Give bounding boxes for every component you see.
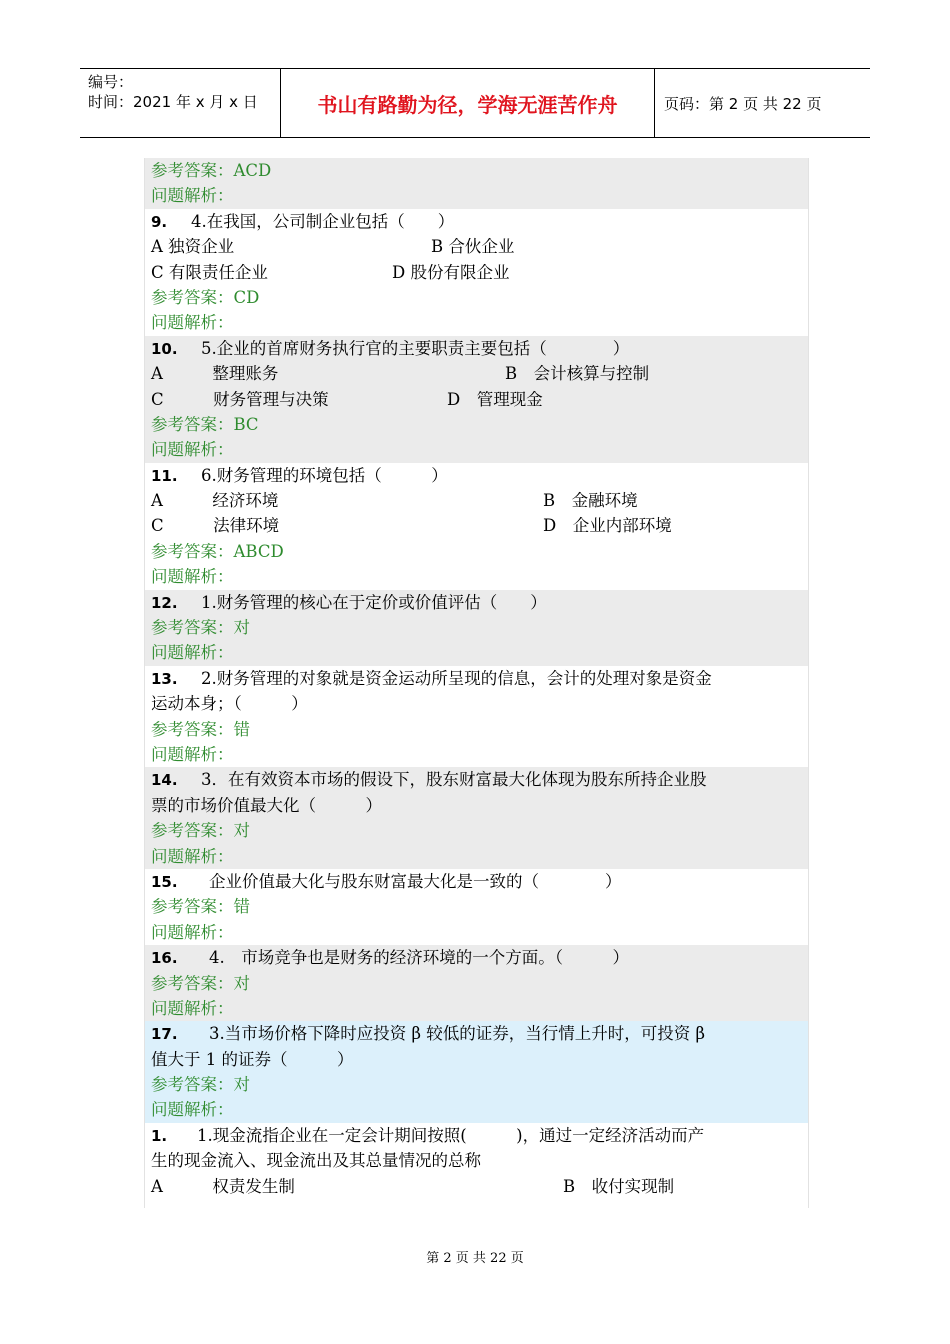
option-d: D 股份有限企业 [392,262,510,282]
time-label: 时间：2021 年 x 月 x 日 [88,93,258,111]
option-d: D 管理现金 [447,389,543,409]
number-label: 编号： [88,73,134,91]
analysis-text: 问题解析： [151,186,234,206]
question-block [145,945,808,1021]
question-text-continued: 票的市场价值最大化（ ） [151,795,382,815]
question-number: 9. [151,212,168,231]
question-number: 10. [151,339,178,358]
question-block [145,463,808,590]
answer-text: 参考答案：BC [151,414,259,434]
analysis-text: 问题解析： [151,643,234,663]
option-b: B 收付实现制 [563,1176,675,1196]
analysis-text: 问题解析： [151,998,234,1018]
question-text: 5.企业的首席财务执行官的主要职责主要包括（ ） [201,338,630,358]
answer-text: 参考答案：ACD [151,161,272,180]
option-c: C 财务管理与决策 [151,389,329,409]
question-text-continued: 运动本身；（ ） [151,694,308,714]
question-number: 11. [151,466,178,485]
analysis-text: 问题解析： [151,567,234,587]
question-text: 4.在我国，公司制企业包括（ ） [191,211,455,231]
analysis-text: 问题解析： [151,440,234,460]
answer-text: 参考答案：对 [151,821,250,841]
question-block [145,590,808,666]
question-number: 14. [151,771,178,790]
answer-text: 参考答案：对 [151,618,250,638]
header-meta [80,69,281,137]
question-number: 12. [151,593,178,612]
question-block [145,666,808,768]
answer-text: 参考答案：ABCD [151,541,284,561]
answer-text: 参考答案：错 [151,719,250,739]
option-b: B 合伙企业 [431,237,515,257]
header-page-info: 页码：第 2 页 共 22 页 [664,94,822,113]
question-text: 6.财务管理的环境包括（ ） [201,465,448,485]
option-b: B 金融环境 [543,491,638,511]
option-a: A 经济环境 [151,491,279,511]
question-text: 1.现金流指企业在一定会计期间按照( )，通过一定经济活动而产 [197,1125,705,1145]
analysis-text: 问题解析： [151,1100,234,1120]
option-d: D 企业内部环境 [543,516,672,536]
question-text: 2.财务管理的对象就是资金运动所呈现的信息，会计的处理对象是资金 [201,668,712,688]
option-b: B 会计核算与控制 [505,364,650,384]
question-text: 3．在有效资本市场的假设下，股东财富最大化体现为股东所持企业股 [201,770,707,790]
option-c: C 法律环境 [151,516,280,536]
question-number: 13. [151,669,178,688]
question-text: 企业价值最大化与股东财富最大化是一致的（ ） [209,871,622,891]
header-motto: 书山有路勤为径，学海无涯苦作舟 [281,69,655,137]
option-a: A 权责发生制 [151,1176,295,1196]
answer-text: 参考答案：对 [151,1075,250,1095]
option-c: C 有限责任企业 [151,262,268,282]
option-a: A 独资企业 [151,237,235,257]
page-footer: 第 2 页 共 22 页 [426,1251,524,1266]
option-a: A 整理账务 [151,364,279,384]
question-text: 3.当市场价格下降时应投资 β 较低的证券，当行情上升时，可投资 β [209,1024,706,1044]
analysis-text: 问题解析： [151,313,234,333]
question-block [145,869,808,945]
analysis-text: 问题解析： [151,922,234,942]
question-block [145,1123,808,1199]
question-text-continued: 值大于 1 的证券（ ） [151,1049,354,1069]
question-text: 4. 市场竞争也是财务的经济环境的一个方面。（ ） [209,948,629,968]
analysis-text: 问题解析： [151,744,234,764]
question-number: 15. [151,872,178,891]
answer-text: 参考答案：错 [151,897,250,917]
page-header [80,68,870,138]
question-text: 1.财务管理的核心在于定价或价值评估（ ） [201,592,547,612]
question-block [145,336,808,463]
question-block [145,209,808,336]
question-number: 1. [151,1126,168,1145]
question-list [144,158,809,1208]
question-number: 17. [151,1025,178,1044]
question-block [145,158,808,209]
question-number: 16. [151,949,178,968]
answer-text: 参考答案：CD [151,287,260,307]
answer-text: 参考答案：对 [151,973,250,993]
question-text-continued: 生的现金流入、现金流出及其总量情况的总称 [151,1151,481,1171]
question-block-highlighted [145,1021,808,1123]
question-block [145,767,808,869]
analysis-text: 问题解析： [151,846,234,866]
